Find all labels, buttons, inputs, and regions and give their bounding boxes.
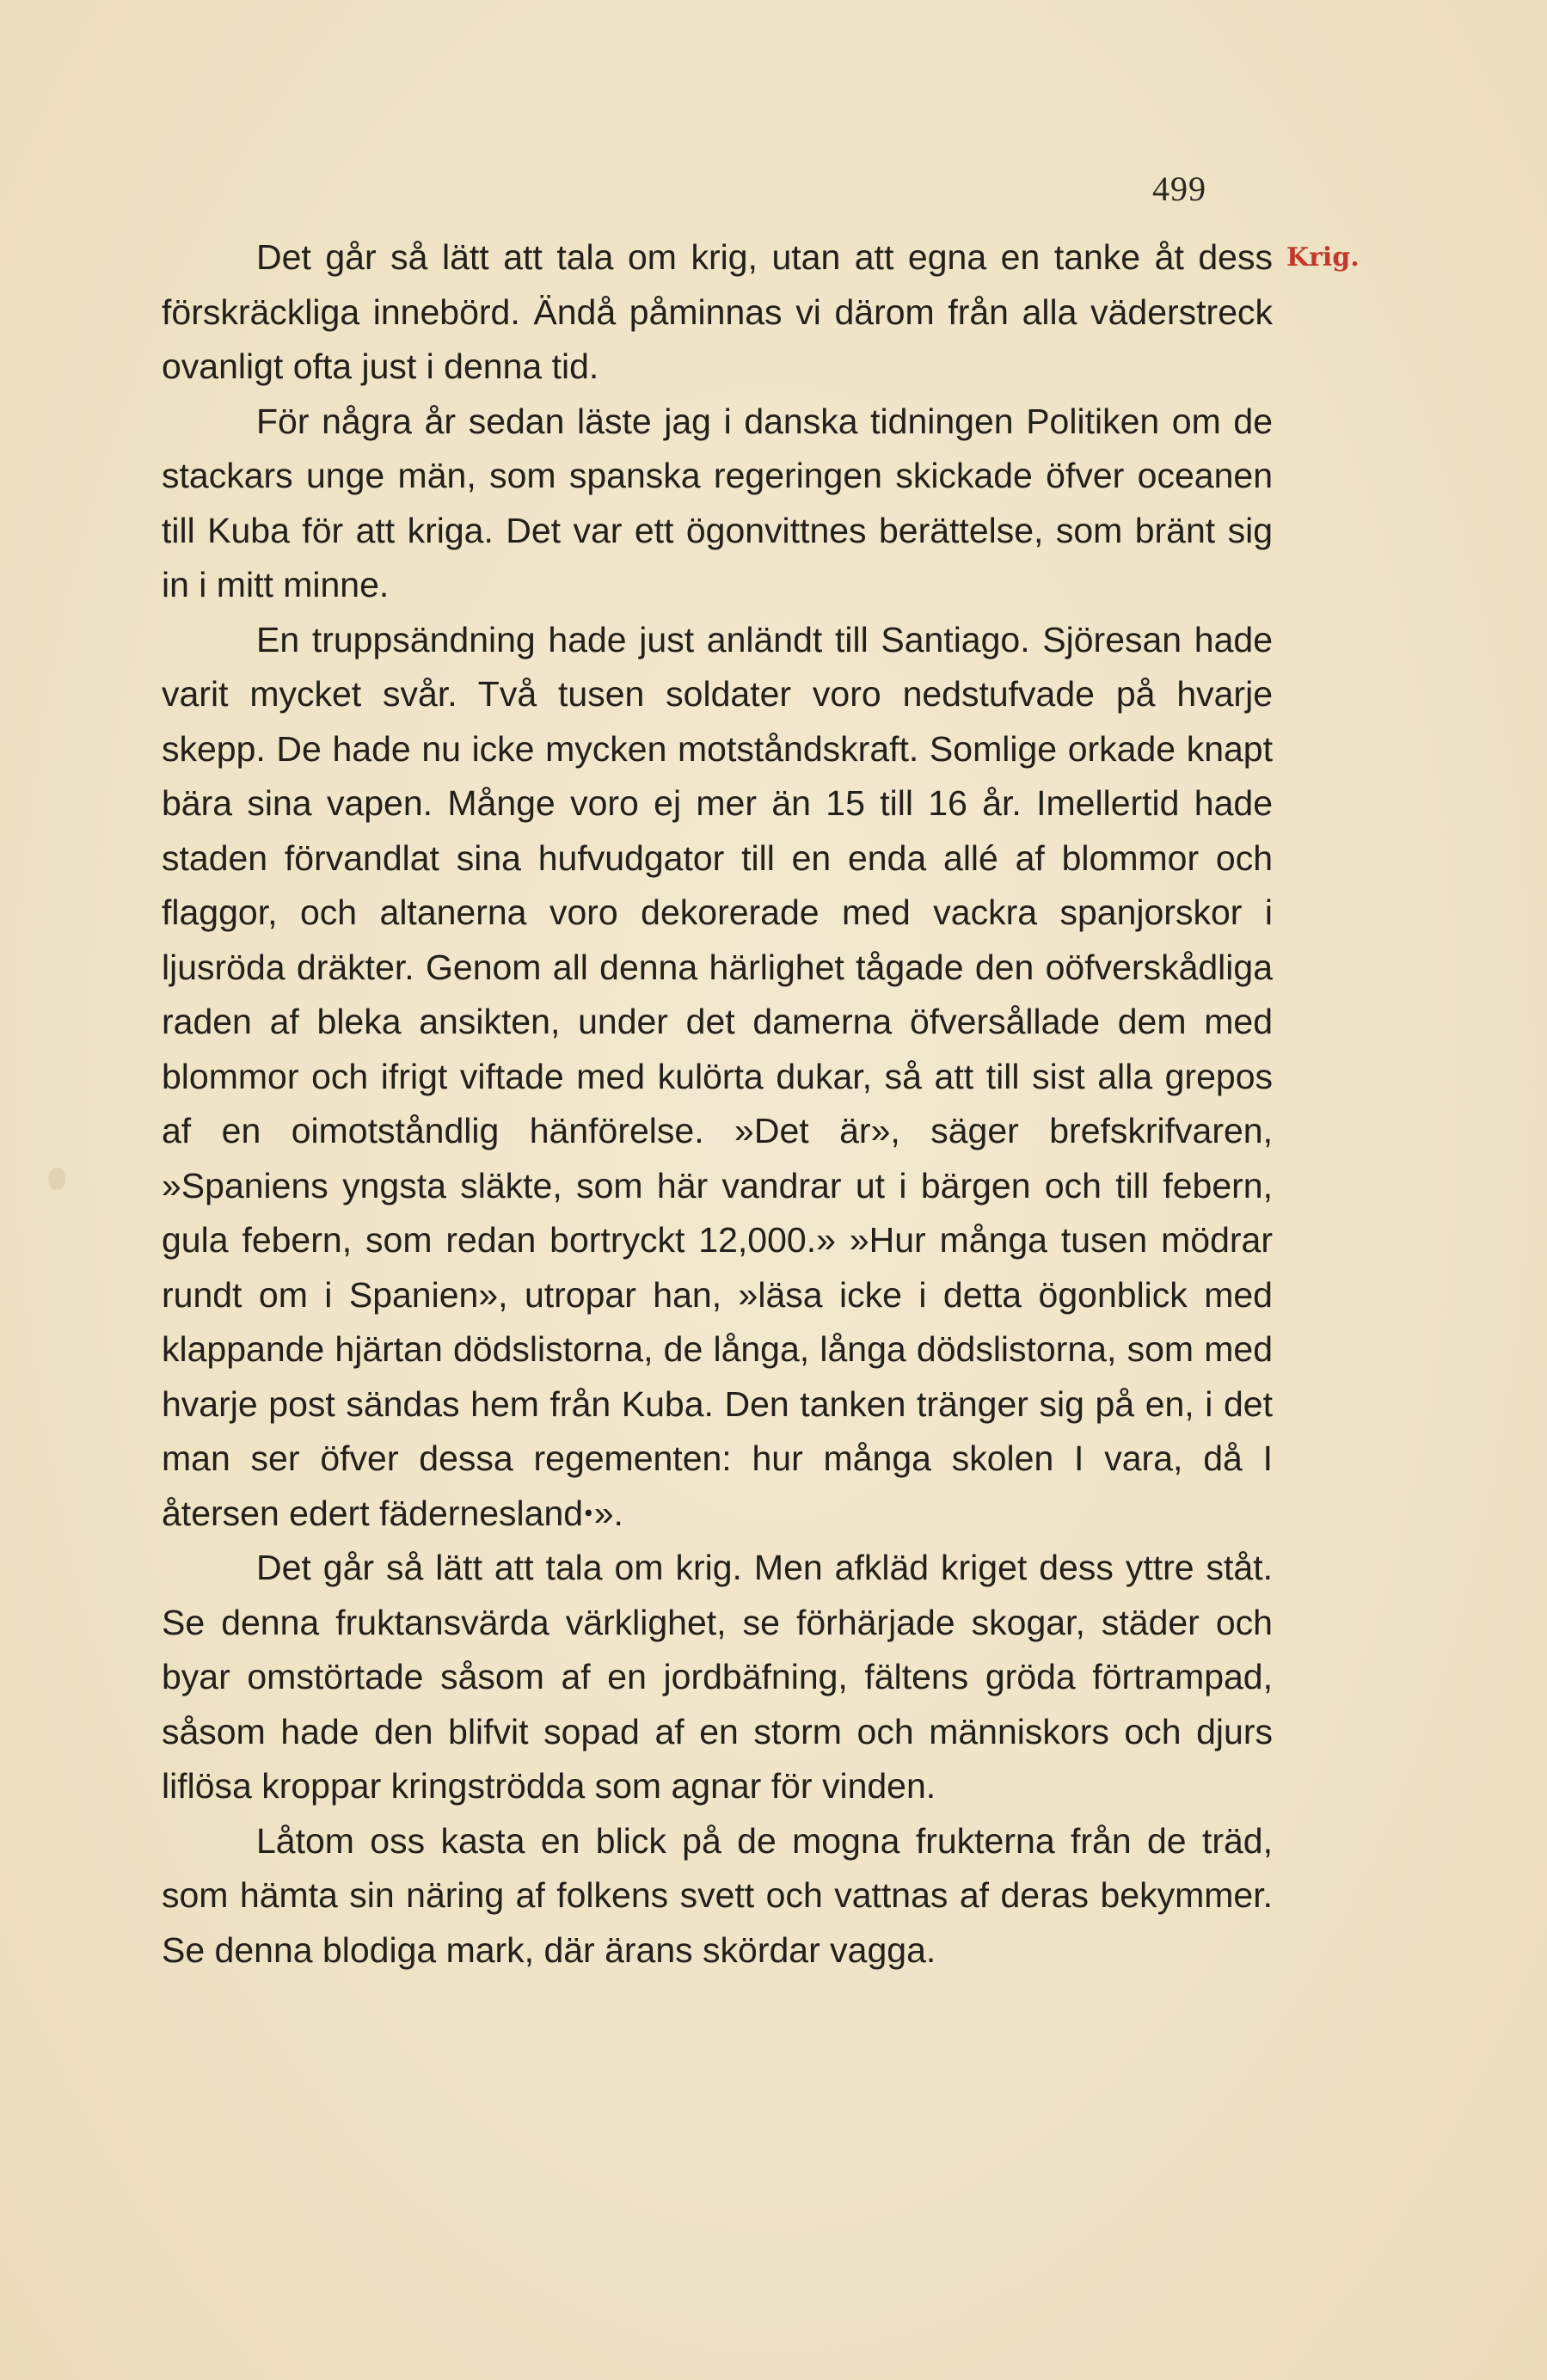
body-text [162, 230, 1273, 1978]
paragraph-1: Det går så lätt att tala om krig, utan att egna en tanke åt dess förskräckliga innebörd. Ändå påminnas vi därom från alla väderstreck ovanligt ofta just i denna tid. [162, 237, 1273, 386]
paper-stain [48, 1168, 65, 1190]
paragraph-3: En truppsändning hade just anländt till Santiago. Sjöresan hade varit mycket svår. Två tusen soldater voro nedstufvade på hvarje skepp. De hade nu icke mycken motståndskraft. Somlige orkade knapt bära sina vapen. Månge voro ej mer än 15 till 16 år. Imellertid hade staden förvandlat sina hufvudgator till en enda allé af blommor och flaggor, och altanerna voro dekorerade med vackra spanjorskor i ljusröda dräkter. Genom all denna härlighet tågade den oöfverskådliga raden af bleka ansikten, under det damerna öfversållade dem med blommor och ifrigt viftade med kulörta dukar, så att till sist alla grepos af en oimotståndlig hänförelse. »Det är», säger brefskrifvaren, »Spaniens yngsta släkte, som här vandrar ut i bärgen och till febern, gula febern, som redan bortryckt 12,000.» »Hur många tusen mödrar rundt om i Spanien», utropar han, »läsa icke i detta ögonblick med klappande hjärtan dödslistorna, de långa, långa dödslistorna, som med hvarje post sändas hem från Kuba. Den tanken tränger sig på en, i det man ser öfver dessa regementen: hur många skolen I vara, då I återsen edert fäderneslandꞏ». [162, 619, 1273, 1533]
paragraph-4: Det går så lätt att tala om krig. Men afkläd kriget dess yttre ståt. Se denna fruktansvärda värklighet, se förhärjade skogar, städer och byar omstörtade såsom af en jordbäfning, fältens gröda förtrampad, såsom hade den blifvit sopad af en storm och människors och djurs liflösa kroppar kringströdda som agnar för vinden. [162, 1548, 1273, 1806]
paragraph-2: För några år sedan läste jag i danska tidningen Politiken om de stackars unge män, som spanska regeringen skickade öfver oceanen till Kuba för att kriga. Det var ett ögonvittnes berättelse, som bränt sig in i mitt minne. [162, 401, 1273, 604]
page-number: 499 [1152, 169, 1206, 208]
paragraph-5: Låtom oss kasta en blick på de mogna frukterna från de träd, som hämta sin näring af folkens svett och vattnas af deras bekymmer. Se denna blodiga mark, där ärans skördar vagga. [162, 1820, 1273, 1970]
margin-note: Krig. [1286, 242, 1360, 273]
